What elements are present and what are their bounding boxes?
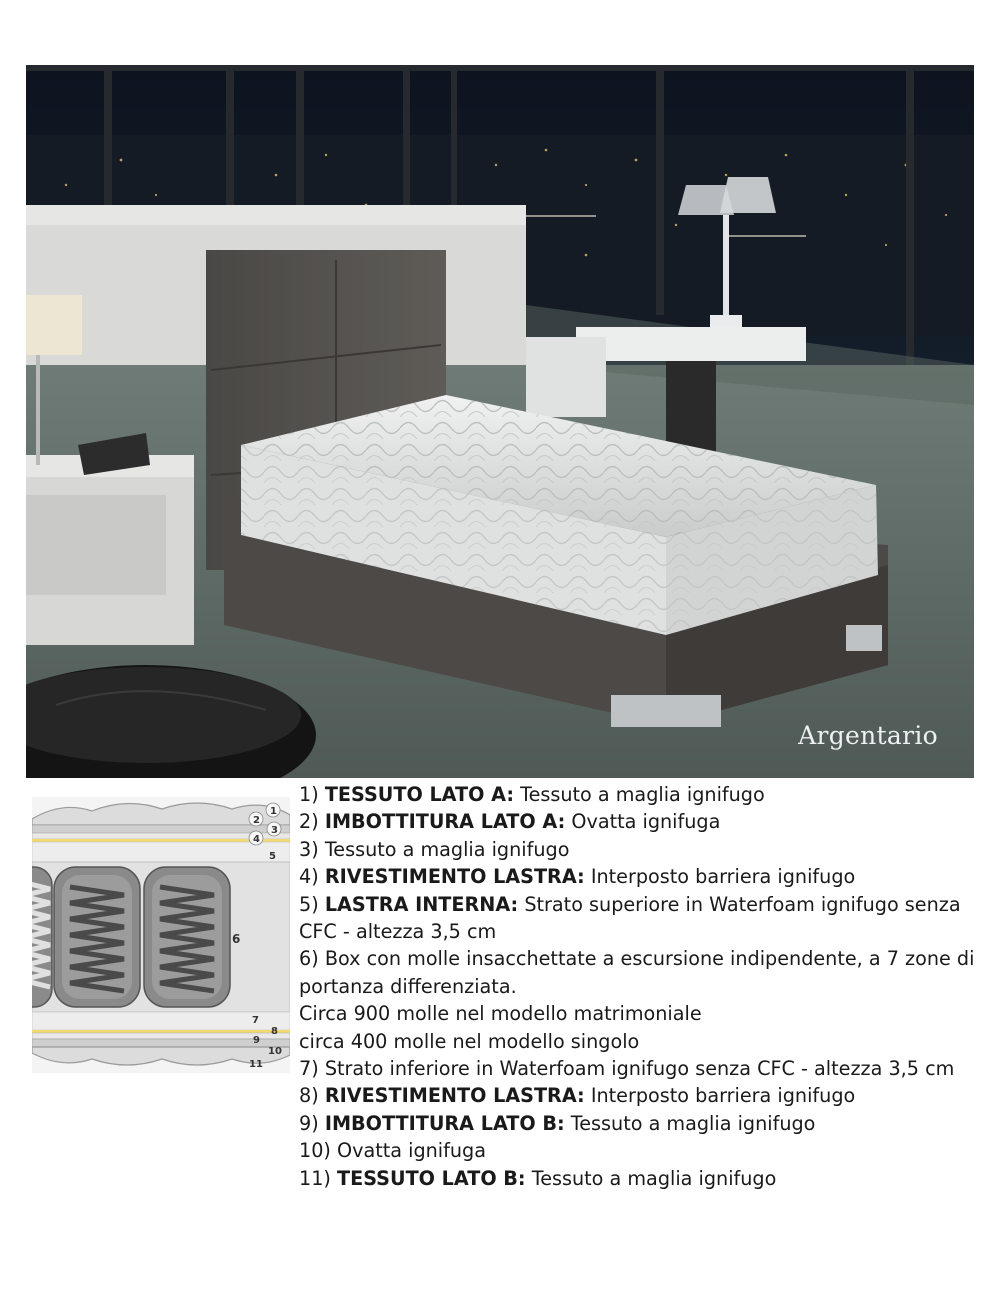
spring-pocket-left — [32, 867, 52, 1007]
spec-item-7: 7) Strato inferiore in Waterfoam ignifugo senza CFC - altezza 3,5 cm — [299, 1057, 955, 1081]
spec-item-5: 5) LASTRA INTERNA: Strato superiore in Waterfoam ignifugo senza CFC - altezza 3,5 cm — [299, 892, 961, 944]
layer-spec-list — [299, 781, 979, 1192]
spec-item-11: 11) TESSUTO LATO B: Tessuto a maglia ignifugo — [299, 1166, 777, 1190]
spec-note-double: Circa 900 molle nel modello matrimoniale — [299, 1002, 702, 1026]
callout-11: 11 — [249, 1059, 263, 1070]
callout-5: 5 — [269, 851, 276, 862]
brand-watermark: Argentario — [798, 721, 938, 750]
callout-6: 6 — [232, 932, 241, 946]
spring-pocket-center — [54, 867, 140, 1007]
product-photo — [26, 65, 974, 778]
spring-pocket-right — [144, 867, 230, 1007]
callout-4: 4 — [253, 834, 260, 845]
callout-10: 10 — [268, 1046, 282, 1057]
spec-item-1: 1) TESSUTO LATO A: Tessuto a maglia ignifugo — [299, 783, 765, 806]
callout-1: 1 — [270, 806, 277, 817]
spec-item-3: 3) Tessuto a maglia ignifugo — [299, 837, 570, 861]
spec-item-9: 9) IMBOTTITURA LATO B: Tessuto a maglia ignifugo — [299, 1111, 816, 1135]
spec-item-10: 10) Ovatta ignifuga — [299, 1139, 486, 1163]
spec-item-4: 4) RIVESTIMENTO LASTRA: Interposto barriera ignifugo — [299, 865, 856, 889]
spec-note-single: circa 400 molle nel modello singolo — [299, 1029, 640, 1053]
spec-item-8: 8) RIVESTIMENTO LASTRA: Interposto barriera ignifugo — [299, 1084, 856, 1108]
callout-3: 3 — [271, 825, 278, 836]
callout-9: 9 — [253, 1035, 260, 1046]
callout-7: 7 — [252, 1015, 259, 1026]
mattress-layers-diagram — [32, 797, 290, 1073]
callout-8: 8 — [271, 1026, 278, 1037]
spec-item-6: 6) Box con molle insacchettate a escursione indipendente, a 7 zone di portanza differenziata. — [299, 947, 975, 998]
spec-item-2: 2) IMBOTTITURA LATO A: Ovatta ignifuga — [299, 810, 721, 834]
callout-2: 2 — [253, 815, 260, 826]
bedroom-scene-image — [26, 65, 974, 778]
